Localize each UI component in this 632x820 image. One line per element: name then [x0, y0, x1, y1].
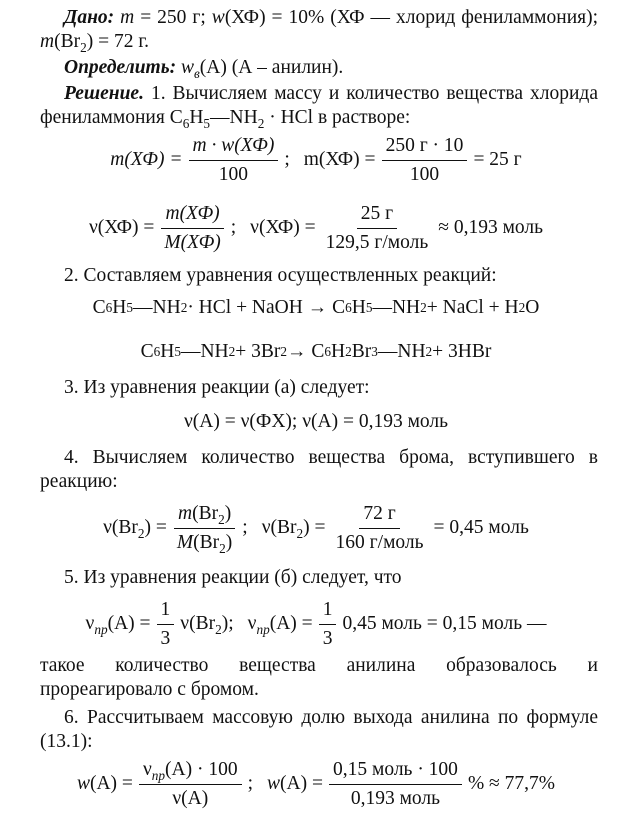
eq4-sep: ; [242, 517, 248, 539]
eq2b-result: ≈ 0,193 моль [438, 217, 544, 239]
eq4b-result: = 0,45 моль [433, 517, 529, 539]
equation-yield [0, 758, 632, 811]
eq6-den: ν(А) [172, 787, 209, 809]
eq1-num: m · w(ХФ) [189, 134, 279, 161]
equation-moles-hf [0, 202, 632, 255]
eq1-den: 100 [218, 163, 249, 185]
eq4b-fraction [332, 502, 428, 555]
eq1-lhs: m(ХФ) = [110, 149, 183, 171]
eq5b-den: 3 [322, 627, 333, 649]
step6-paragraph: 6. Рассчитываем массовую долю выхода анилина по формуле (13.1): [40, 707, 598, 752]
eq4-lhs: $\nu(Br_2)$ = [103, 517, 167, 542]
equation-bromine-moles [0, 502, 632, 555]
find-text: (А) (А – анилин). [199, 57, 344, 78]
eq5b-lhs: $\nu_{пр}(А)$ = [247, 613, 313, 638]
eq2-sep: ; [230, 217, 237, 239]
eq5b-fraction [319, 598, 337, 651]
find-paragraph: Определить: $w_в(А)$ (А – анилин). [64, 57, 344, 81]
find-label: Определить: [64, 57, 177, 78]
step2-paragraph: 2. Составляем уравнения осуществленных реакций: [64, 265, 497, 286]
eq6b-result: % ≈ 77,7% [467, 773, 556, 795]
eq1b-lhs: m(ХФ) = [303, 149, 376, 171]
eq6-sep: ; [247, 773, 254, 795]
step4-paragraph: 4. Вычисляем количество вещества брома, вступившего в реакцию: [40, 447, 598, 492]
eq2b-fraction [322, 202, 433, 255]
eq6b-lhs: w(А) = [267, 773, 323, 795]
equation-aniline-moles: ν(А) = ν(ФХ); ν(А) = 0,193 моль [183, 411, 449, 432]
given-paragraph: Дано: m = 250 г; w(ХФ) = 10% (ХФ — хлорид фениламмония); $m(Br_2) = 72$ г. [40, 7, 599, 55]
eq4-fraction [173, 502, 236, 555]
eq4-num: $m(Br_2)$ [174, 502, 235, 529]
eq6b-num: 0,15 моль · 100 [329, 758, 462, 785]
eq2-den: M(ХФ) [164, 231, 221, 253]
eq2-num: m(ХФ) [161, 202, 223, 229]
eq5b-num: 1 [319, 598, 337, 625]
eq2b-den: 129,5 г/моль [325, 231, 429, 253]
eq6-num: $\nu_{пр}(А) \cdot 100$ [139, 758, 242, 785]
eq1b-num: 250 г · 10 [382, 134, 468, 161]
reaction-b: C 6 H 5 —NH 2 + 3Br 2 → C 6 H 2 Br 3 —NH 2 + 3HBr [140, 341, 492, 362]
eq2-lhs: ν(ХФ) = [88, 217, 155, 239]
eq2b-num: 25 г [357, 202, 397, 229]
eq2b-lhs: ν(ХФ) = [250, 217, 316, 239]
step5-continuation: такое количество вещества анилина образовалось и прореагировало с бромом. [40, 655, 598, 700]
eq4b-lhs: $\nu(Br_2)$ = [261, 517, 326, 542]
eq4b-num: 72 г [359, 502, 399, 529]
eq6b-den: 0,193 моль [350, 787, 441, 809]
eq4b-den: 160 г/моль [335, 531, 424, 553]
eq1-sep: ; [284, 149, 290, 171]
eq2-fraction [160, 202, 224, 255]
eq6-fraction [139, 758, 242, 811]
eq5-fraction [157, 598, 175, 651]
equation-aniline-practical [0, 598, 632, 651]
eq1-fraction [189, 134, 279, 187]
step5-paragraph: 5. Из уравнения реакции (б) следует, что [64, 567, 402, 588]
eq1b-den: 100 [409, 163, 440, 185]
eq6b-fraction [329, 758, 462, 811]
eq6-lhs: w(А) = [76, 773, 133, 795]
solution-label: Решение. [64, 83, 144, 104]
step1-paragraph: Решение. 1. Вычисляем массу и количество вещества хлорида фениламмония $C_6H_5—NH_2$ · HCl в растворе: [40, 83, 598, 131]
given-label: Дано: [64, 7, 115, 28]
eq5b-tail: 0,45 моль = 0,15 моль — [342, 613, 547, 635]
equation-mass-hf [0, 134, 632, 187]
eq1b-result: = 25 г [473, 149, 522, 171]
eq5-lhs: $\nu_{пр}(А)$ = [85, 613, 151, 638]
eq4-den: $M(Br_2)$ [176, 531, 233, 556]
eq5-den: 3 [160, 627, 171, 649]
eq5-num: 1 [157, 598, 175, 625]
eq1b-fraction [382, 134, 468, 187]
reaction-a: C 6 H 5 —NH 2 · HCl + NaOH → C 6 H 5 —NH 2 + NaCl + H 2 O [92, 297, 540, 318]
step3-paragraph: 3. Из уравнения реакции (а) следует: [64, 377, 370, 398]
eq5-tail: $\nu(Br_2)$; [180, 613, 234, 638]
